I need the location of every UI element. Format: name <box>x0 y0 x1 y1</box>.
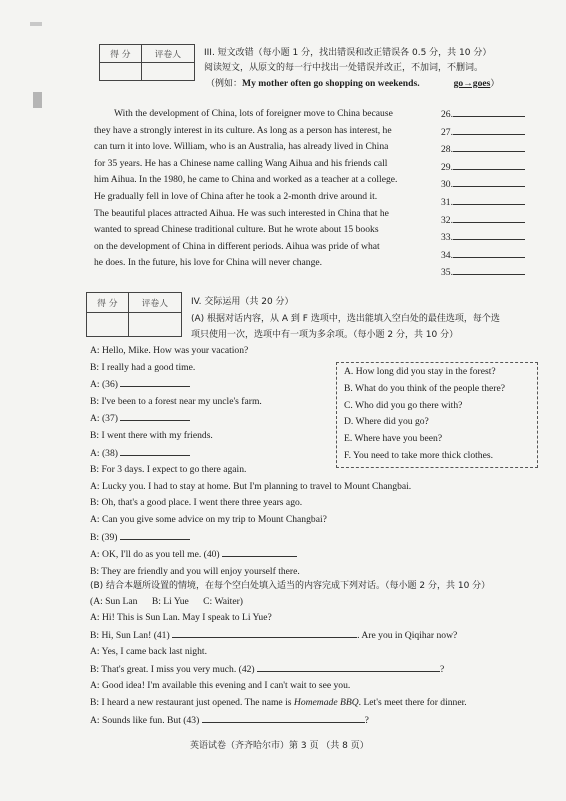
dialog-line: B: I heard a new restaurant just opened. The name is Homemade BBQ. Let's meet there for dinner. <box>90 696 467 708</box>
passage-line: With the development of China, lots of foreigner move to China because <box>114 108 393 119</box>
dialog-line: A: Hello, Mike. How was your vacation? <box>90 345 249 356</box>
dialog-line[interactable]: A: OK, I'll do as you tell me. (40) <box>90 546 411 564</box>
dialog-line: A: Yes, I came back last night. <box>90 646 207 658</box>
grader-cell[interactable] <box>128 313 181 337</box>
answer-line[interactable]: 34. <box>441 247 525 265</box>
margin-mark-top <box>30 22 42 26</box>
partA-instruction-1: (A) 根据对话内容，从 A 到 F 选项中，选出能填入空白处的最佳选项，每个选 <box>191 314 500 324</box>
score-box-section3 <box>99 44 195 81</box>
dialog-line: B: I've been to a forest near my uncle's farm. <box>90 395 262 407</box>
answer-line[interactable]: 30. <box>441 176 525 194</box>
partA-instruction-2: 项只使用一次，选项中有一项为多余项。（每小题 2 分，共 10 分） <box>191 330 459 340</box>
passage-line: wanted to spread Chinese traditional culture. But he wrote about 15 books <box>94 224 379 236</box>
option-item: D. Where did you go? <box>344 416 429 428</box>
options-list <box>344 364 505 465</box>
dialog-line: B: I really had a good time. <box>90 361 196 373</box>
option-item: C. Who did you go there with? <box>344 399 463 411</box>
passage-line: for 35 years. He has a Chinese name calling Wang Aihua and his friends call <box>94 157 388 169</box>
answer-line[interactable]: 35. <box>441 264 525 282</box>
answer-line[interactable]: 31. <box>441 194 525 212</box>
section3-instruction: 阅读短文，从原文的每一行中找出一处错误并改正，不加词，不删词。 <box>204 63 484 73</box>
passage-line: he does. In the future, his love for China will never change. <box>94 257 323 269</box>
dialog-line: A: Can you give some advice on my trip to Mount Changbai? <box>90 513 327 525</box>
dialog-line[interactable]: B: (39) <box>90 529 411 547</box>
dialog-line: A: Good idea! I'm available this evening and I can't wait to see you. <box>90 680 351 692</box>
dialog-line: A: Hi! This is Sun Lan. May I speak to Li Yue? <box>90 612 272 623</box>
example-sentence: My mother often go shopping on weekends. <box>242 78 420 89</box>
grader-label: 评卷人 <box>128 293 181 313</box>
section3-example: （例如：My mother often go shopping on weekends. go→goes） <box>206 78 500 89</box>
dialog-line[interactable]: A: (36) <box>90 376 411 394</box>
dialog-line[interactable]: B: Hi, Sun Lan! (41) . Are you in Qiqihar now? <box>90 627 467 645</box>
answer-line[interactable]: 27. <box>441 124 525 142</box>
roles-line: (A: Sun Lan B: Li Yue C: Waiter) <box>90 596 243 607</box>
answer-line[interactable]: 33. <box>441 229 525 247</box>
section4-title: IV. 交际运用（共 20 分） <box>191 297 294 307</box>
passage-line: can turn it into love. William, who is an Australia, has already lived in China <box>94 141 389 153</box>
answer-column <box>441 106 525 282</box>
passage-line: on the development of China in different periods. Aihua was pride of what <box>94 240 380 252</box>
margin-mark-side <box>33 92 42 108</box>
answer-line[interactable]: 32. <box>441 212 525 230</box>
passage-line: they have a strongly interest in its culture. As long as a person has interest, he <box>94 124 392 136</box>
dialog-line[interactable]: A: (37) <box>90 410 411 428</box>
passage-line: He gradually fell in love of China after he took a 2-month drive around it. <box>94 190 378 202</box>
dialog-line: B: For 3 days. I expect to go there again. <box>90 464 247 476</box>
answer-line[interactable]: 28. <box>441 141 525 159</box>
dialog-b <box>90 610 467 729</box>
option-item: A. How long did you stay in the forest? <box>344 366 496 377</box>
example-fix: go→goes <box>453 78 491 89</box>
passage-line: him Aihua. In the 1980, he came to China and worked as a teacher at a college. <box>94 174 398 186</box>
score-label: 得 分 <box>100 45 142 63</box>
dialog-line: B: I went there with my friends. <box>90 429 213 441</box>
partB-instruction: (B) 结合本题所设置的情境，在每个空白处填入适当的内容完成下列对话。（每小题 2 分，共 10 分） <box>90 581 491 591</box>
grader-label: 评卷人 <box>141 45 194 63</box>
page-footer: 英语试卷（齐齐哈尔市）第 3 页 （共 8 页） <box>190 741 369 751</box>
score-box-section4 <box>86 292 182 337</box>
score-cell[interactable] <box>87 313 129 337</box>
answer-line[interactable]: 26. <box>441 106 525 124</box>
dialog-line: B: They are friendly and you will enjoy yourself there. <box>90 565 300 577</box>
grader-cell[interactable] <box>141 63 194 81</box>
passage-line: The beautiful places attracted Aihua. He was such interested in China that he <box>94 207 389 219</box>
option-item: F. You need to take more thick clothes. <box>344 449 493 461</box>
score-cell[interactable] <box>100 63 142 81</box>
dialog-line[interactable]: A: (38) <box>90 445 411 463</box>
answer-line[interactable]: 29. <box>441 159 525 177</box>
section3-title: III. 短文改错（每小题 1 分，找出错误和改正错误各 0.5 分，共 10 分） <box>204 48 492 58</box>
dialog-line[interactable]: A: Sounds like fun. But (43) ? <box>90 712 467 730</box>
option-item: E. Where have you been? <box>344 433 443 445</box>
score-label: 得 分 <box>87 293 129 313</box>
dialog-line: A: Lucky you. I had to stay at home. But I'm planning to travel to Mount Changbai. <box>90 480 412 492</box>
passage <box>94 106 397 272</box>
dialog-line[interactable]: B: That's great. I miss you very much. (42) ? <box>90 661 467 679</box>
option-item: B. What do you think of the people there? <box>344 382 506 394</box>
dialog-line: B: Oh, that's a good place. I went there three years ago. <box>90 497 303 509</box>
